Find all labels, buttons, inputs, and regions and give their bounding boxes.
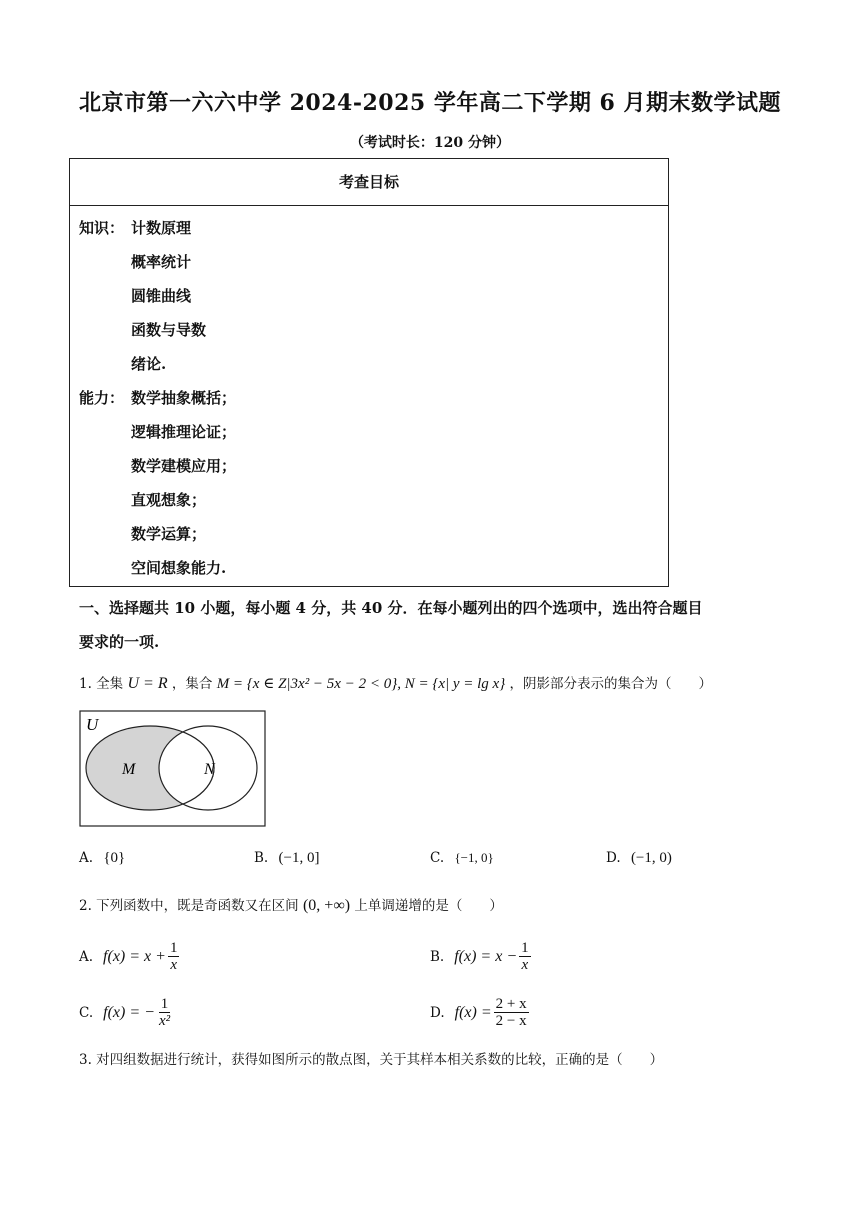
option-label: D. (606, 850, 621, 866)
ability-item: 数学抽象概括； (131, 389, 237, 407)
knowledge-item: 概率统计 (131, 253, 192, 271)
option-lhs: f(x) = x + (103, 947, 166, 965)
section-instructions-line1: 一、选择题共 10 小题，每小题 4 分，共 40 分．在每小题列出的四个选项中，选出符合题目 (79, 599, 703, 617)
option-label: B. (430, 948, 445, 965)
q1-option-c[interactable] (430, 850, 494, 866)
option-label: B. (254, 850, 269, 866)
fraction (494, 996, 529, 1029)
fraction (157, 996, 172, 1029)
knowledge-item: 圆锥曲线 (131, 287, 192, 305)
numerator: 1 (160, 996, 169, 1012)
question-2 (79, 894, 503, 915)
venn-label-n: N (204, 761, 215, 778)
fraction (519, 940, 531, 973)
knowledge-item: 绪论. (131, 355, 167, 373)
denominator: x (170, 957, 178, 973)
goals-heading: 考查目标 (70, 159, 668, 206)
set-definitions: M = {x ∈ Z|3x² − 5x − 2 < 0}, N = {x| y = lg x} (216, 676, 506, 692)
q1-option-a[interactable] (79, 850, 125, 867)
denominator: 2 − x (495, 1013, 527, 1029)
option-text: {0} (103, 850, 126, 866)
option-lhs: f(x) = x − (454, 947, 518, 965)
question-1-mid: ，集合 (171, 676, 213, 692)
universe-set: U = R (127, 675, 168, 692)
q2-option-d[interactable] (430, 996, 531, 1029)
ability-item: 空间想象能力. (131, 559, 227, 577)
section-instructions-line2: 要求的一项. (79, 633, 160, 651)
q1-option-d[interactable] (606, 850, 672, 867)
denominator: x (521, 957, 529, 973)
ability-item: 逻辑推理论证； (131, 423, 237, 441)
question-1-prefix: 1. 全集 (79, 676, 124, 692)
option-label: D. (430, 1004, 445, 1021)
option-label: A. (79, 850, 94, 866)
ability-item: 直观想象； (131, 491, 207, 509)
numerator: 2 + x (495, 996, 527, 1012)
page-title: 北京市第一六六中学 2024-2025 学年高二下学期 6 月期末数学试题 (78, 90, 782, 116)
ability-item: 数学建模应用； (131, 457, 237, 475)
option-text: (−1, 0] (278, 850, 320, 866)
venn-label-u: U (86, 715, 99, 734)
knowledge-label: 知识： (79, 219, 125, 237)
interval: (0, +∞) (302, 897, 351, 914)
exam-duration: （考试时长：120 分钟） (349, 135, 511, 151)
option-text: {−1, 0} (454, 850, 494, 865)
q2-option-c[interactable] (79, 996, 174, 1029)
knowledge-item: 函数与导数 (131, 321, 207, 339)
question-3: 3. 对四组数据进行统计，获得如图所示的散点图，关于其样本相关系数的比较，正确的是（ ） (79, 1052, 664, 1068)
option-label: C. (430, 850, 445, 866)
question-1-suffix: ，阴影部分表示的集合为（ ） (509, 676, 713, 692)
goals-table (69, 158, 669, 587)
numerator: 1 (521, 940, 529, 956)
fraction (168, 940, 180, 973)
option-label: C. (79, 1004, 94, 1021)
knowledge-item: 计数原理 (131, 219, 192, 237)
ability-item: 数学运算； (131, 525, 207, 543)
venn-label-m: M (122, 761, 136, 778)
q1-option-b[interactable] (254, 850, 319, 867)
denominator: x² (158, 1013, 171, 1029)
q2-option-a[interactable] (79, 940, 181, 973)
ability-label: 能力： (79, 389, 125, 407)
venn-diagram (79, 710, 267, 828)
option-label: A. (79, 948, 94, 965)
option-lhs: f(x) = − (103, 1003, 155, 1021)
question-2-suffix: 上单调递增的是（ ） (354, 898, 503, 914)
q2-option-b[interactable] (430, 940, 533, 973)
question-1 (79, 672, 712, 693)
question-2-prefix: 2. 下列函数中，既是奇函数又在区间 (79, 898, 299, 914)
option-text: (−1, 0) (630, 850, 672, 866)
option-lhs: f(x) = (454, 1003, 492, 1021)
numerator: 1 (169, 940, 178, 956)
